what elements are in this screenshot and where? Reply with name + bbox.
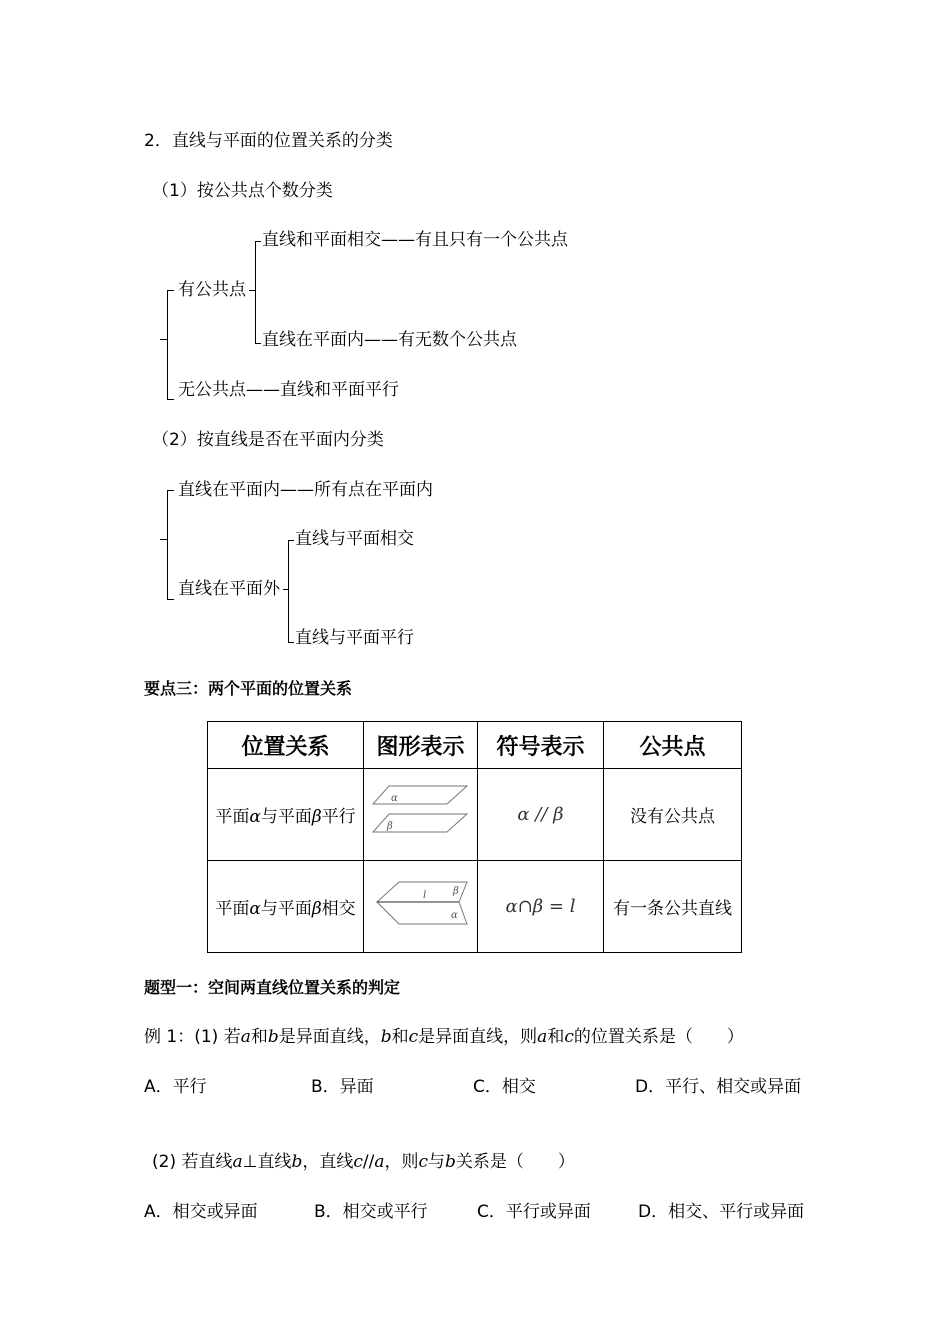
inner-brace	[255, 241, 261, 344]
inner-brace	[288, 540, 294, 643]
option-c: C．平行或异面	[477, 1202, 591, 1222]
no-common-point-label: 无公共点——直线和平面平行	[178, 380, 399, 400]
in-plane-label: 直线在平面内——所有点在平面内	[178, 480, 433, 500]
symbol-cell: α // β	[478, 769, 604, 861]
example-2-question: (2) 若直线a⊥直线b，直线c//a，则c与b关系是（ ）	[152, 1152, 575, 1172]
table-row	[208, 769, 742, 861]
header-cell: 位置关系	[208, 722, 364, 769]
figure-cell	[364, 861, 478, 953]
beta-label: β	[452, 886, 459, 897]
header-cell: 图形表示	[364, 722, 478, 769]
relation-cell: 平面α与平面β平行	[208, 769, 364, 861]
option-b: B．异面	[311, 1077, 374, 1097]
option-d: D．相交、平行或异面	[638, 1202, 805, 1222]
section-title: 2．直线与平面的位置关系的分类	[144, 131, 393, 151]
plane-relation-table	[207, 721, 742, 953]
relation-cell: 平面α与平面β相交	[208, 861, 364, 953]
alpha-label: α	[390, 793, 398, 804]
subsection-title-1: （1）按公共点个数分类	[152, 181, 333, 201]
option-c: C．相交	[473, 1077, 536, 1097]
common-point-cell: 没有公共点	[604, 769, 742, 861]
subsection-title-2: （2）按直线是否在平面内分类	[152, 430, 384, 450]
common-point-cell: 有一条公共直线	[604, 861, 742, 953]
header-cell: 公共点	[604, 722, 742, 769]
option-b: B．相交或平行	[314, 1202, 428, 1222]
table-header-row	[208, 722, 742, 769]
intersect-label: 直线和平面相交——有且只有一个公共点	[262, 230, 568, 250]
question-type-title: 题型一：空间两直线位置关系的判定	[144, 978, 401, 997]
parallel-planes-figure	[371, 782, 471, 842]
intersecting-planes-figure	[371, 874, 471, 934]
table-row	[208, 861, 742, 953]
outer-brace	[167, 490, 174, 600]
l-label: l	[422, 890, 426, 901]
option-d: D．平行、相交或异面	[635, 1077, 802, 1097]
alpha-label: α	[450, 910, 458, 921]
figure-cell	[364, 769, 478, 861]
outside-plane-label: 直线在平面外	[178, 579, 280, 599]
parallel-label: 直线与平面平行	[295, 628, 414, 648]
in-plane-label: 直线在平面内——有无数个公共点	[262, 330, 517, 350]
intersect-label: 直线与平面相交	[295, 529, 414, 549]
outer-brace	[167, 290, 174, 400]
symbol-cell: α∩β = l	[478, 861, 604, 953]
beta-label: β	[386, 821, 393, 832]
header-cell: 符号表示	[478, 722, 604, 769]
example-1-question: 例 1：(1) 若a和b是异面直线，b和c是异面直线，则a和c的位置关系是（ ）	[144, 1027, 744, 1047]
key-point-title: 要点三：两个平面的位置关系	[144, 679, 353, 698]
option-a: A．平行	[144, 1077, 207, 1097]
option-a: A．相交或异面	[144, 1202, 258, 1222]
has-common-point-label: 有公共点	[178, 280, 246, 300]
